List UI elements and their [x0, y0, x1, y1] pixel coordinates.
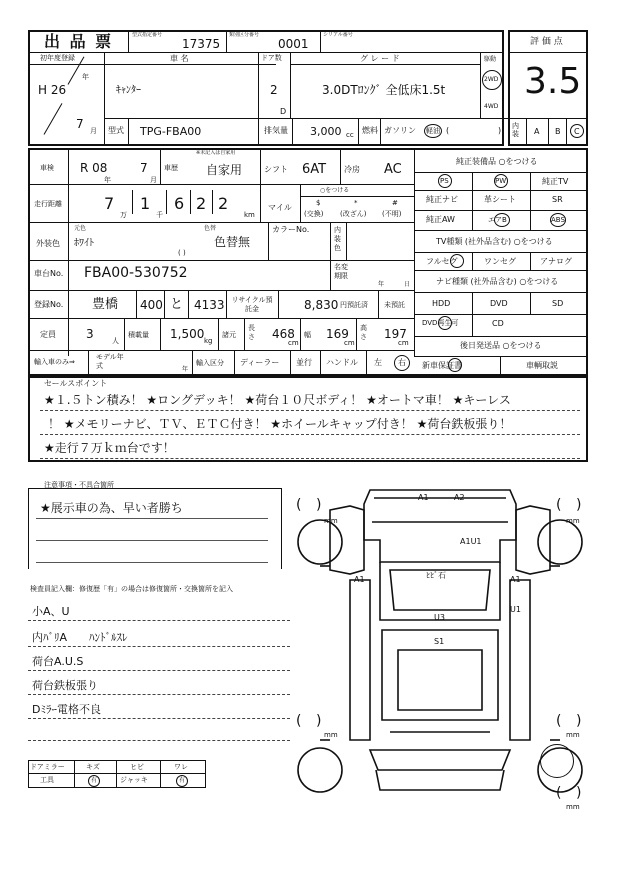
color-change: 色替無: [214, 235, 251, 249]
grade-value: 3.0DTﾛﾝｸﾞ 全低床1.5t: [322, 83, 446, 97]
interior-grade-b: B: [555, 127, 561, 136]
document-title: 出 品 票: [44, 32, 114, 51]
capacity-value: 3: [86, 327, 94, 341]
handle-right: 右: [398, 358, 406, 367]
shaken-month: 7: [140, 161, 148, 175]
sales-line-2: ！ ★メモリーナビ、ＴＶ、ＥＴＣ付き！ ★ホイールキャップ付き！ ★荷台鉄板張り！: [48, 417, 512, 431]
mileage-digit-5: 2: [218, 194, 229, 213]
diagram-label-a1-left: A1: [354, 575, 365, 584]
recycle-amount: 8,830: [304, 298, 339, 312]
diagram-label-a1-front: A1: [418, 493, 429, 502]
navi-dvd-playback: DVD再生可: [422, 319, 459, 327]
tv-fullseg: フルセグ: [426, 257, 458, 266]
diagram-label-a1u1: A1U1: [460, 537, 482, 546]
inspector-line-4: 荷台鉄板張り: [32, 679, 98, 692]
reg-number: 4133: [194, 298, 225, 312]
equip-aw: 純正AW: [426, 215, 455, 224]
reg-kana: と: [170, 297, 184, 312]
load-capacity: 1,500: [170, 327, 205, 341]
inspector-line-3: 荷台A.U.S: [32, 655, 84, 668]
width-value: 169: [326, 327, 349, 341]
equip-sr: SR: [552, 195, 563, 204]
interior-grade-c: C: [574, 127, 580, 136]
fuel-diesel: 軽油: [426, 127, 440, 135]
height-value: 197: [384, 327, 407, 341]
mileage-digit-3: 6: [174, 194, 185, 213]
diagram-label-u1: U1: [510, 605, 521, 614]
reg-area: 豊橋: [92, 297, 119, 312]
first-reg-era: H 26: [38, 83, 67, 97]
navi-dvd: DVD: [490, 299, 508, 308]
mileage-digit-1: 7: [104, 194, 115, 213]
shaken-date: R 08: [80, 161, 108, 175]
sales-line-3: ★走行７万ｋｍ台です！: [44, 441, 175, 455]
interior-grade-a: A: [534, 127, 540, 136]
equip-navi: 純正ナビ: [426, 195, 458, 204]
door-count: 2: [270, 83, 278, 97]
diagram-label-a1-right: A1: [510, 575, 521, 584]
later-manual: 車輌取説: [526, 361, 558, 370]
equip-abs: ABS: [551, 216, 565, 224]
equip-airbag: エアB: [488, 216, 507, 224]
navi-cd: CD: [492, 319, 504, 328]
diagram-label-a2-front: A2: [454, 493, 465, 502]
equip-pw: PW: [495, 177, 507, 185]
length-value: 468: [272, 327, 295, 341]
drive-4wd: 4WD: [484, 103, 499, 110]
history-value: 自家用: [206, 163, 243, 177]
tv-analog: アナログ: [540, 257, 572, 266]
tv-oneseg: ワンセグ: [484, 257, 516, 266]
mileage-digit-2: 1: [140, 194, 151, 213]
katashiki-number: 17375: [182, 37, 221, 51]
equip-leather: 革シート: [484, 195, 516, 204]
navi-hdd: HDD: [432, 299, 451, 308]
inspector-line-2: 内ﾊﾞﾘA ﾊﾝﾄﾞﾙｽﾚ: [32, 631, 128, 644]
drive-2wd: 2WD: [484, 76, 499, 83]
fuel-gasoline: ガソリン: [384, 126, 416, 135]
ac-value: AC: [384, 162, 402, 177]
caution-text: ★展示車の為、早い者勝ち: [40, 501, 183, 515]
navi-sd: SD: [552, 299, 564, 308]
tools-present: 有: [91, 777, 98, 784]
sales-line-1: ★１.５トン積み！ ★ロングデッキ！ ★荷台１０尺ボディ！ ★オートマ車！ ★キーレス: [44, 393, 511, 407]
diagram-label-s1: S1: [434, 637, 445, 646]
reg-class: 400: [140, 298, 163, 312]
diagram-label-chip: ﾋﾋﾞ石: [426, 571, 446, 580]
car-name: ｷｬﾝﾀｰ: [116, 85, 141, 96]
model-code: TPG-FBA00: [140, 125, 202, 138]
score-value: 3.5: [524, 61, 582, 102]
first-reg-month: 7: [76, 117, 84, 131]
shift-value: 6AT: [302, 162, 327, 177]
ruibetsu-number: 0001: [278, 37, 309, 51]
score-label: 評 価 点: [530, 37, 563, 47]
chassis-number: FBA00-530752: [84, 265, 188, 281]
displacement-value: 3,000: [310, 125, 342, 138]
color-original: ﾎﾜｲﾄ: [74, 238, 94, 249]
inspector-line-1: 小A、U: [32, 605, 70, 618]
later-warranty: 新車保証書: [422, 361, 462, 370]
jack-present: 有: [179, 777, 186, 784]
equip-tv: 純正TV: [542, 177, 569, 186]
inspector-line-5: Dﾐﾗｰ電格不良: [32, 703, 101, 716]
spare-tire-icon: [540, 744, 574, 778]
diagram-label-u3: U3: [434, 613, 445, 622]
mileage-digit-4: 2: [196, 194, 207, 213]
equip-ps: PS: [440, 177, 449, 185]
